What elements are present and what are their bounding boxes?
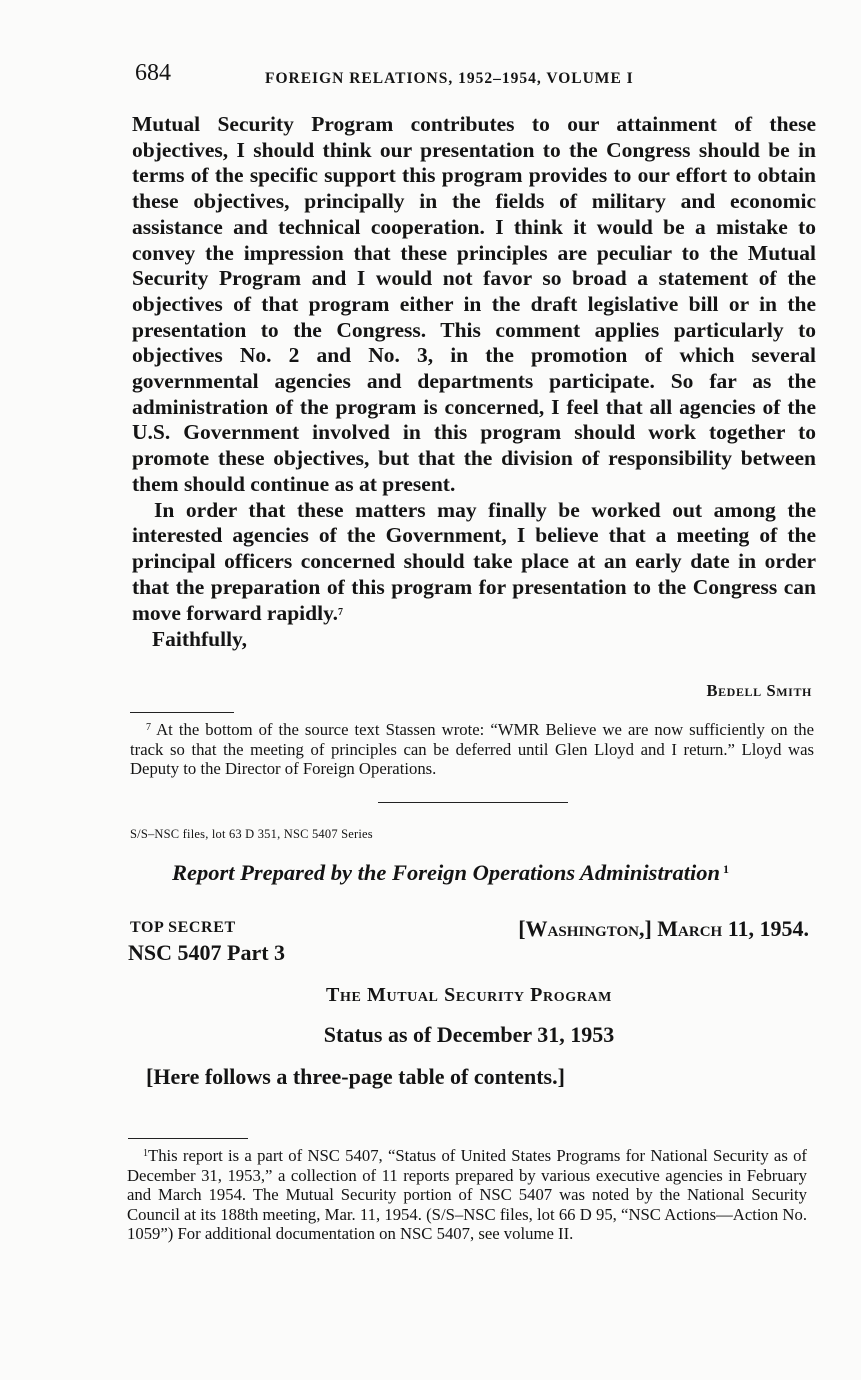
footnote-text: At the bottom of the source text Stassen wrote: “WMR Believe we are now sufficiently on the track so that the meeting of principles can be deferred until Glen Lloyd and I return.” Lloyd was Deputy to the Director of Foreign Operations. (130, 720, 814, 779)
dateline: [Washington,] March 11, 1954. (518, 916, 809, 941)
file-reference: S/S–NSC files, lot 63 D 351, NSC 5407 Series (130, 827, 373, 841)
document-title-text: Report Prepared by the Foreign Operations Administration (172, 860, 720, 885)
letter-paragraph (132, 112, 816, 498)
footnote-divider (130, 712, 234, 713)
letter-closing: Faithfully, (152, 627, 247, 652)
document-separator (378, 802, 568, 803)
running-header (135, 60, 815, 87)
document-title (172, 860, 729, 886)
footnote-divider (128, 1138, 248, 1139)
nsc-reference: NSC 5407 Part 3 (128, 940, 286, 965)
footnote-mark: 1 (143, 1148, 148, 1159)
paragraph-text: In order that these matters may finally be worked out among the interested agencies of the Government, I believe that a meeting of the principal officers concerned should take place at an early date in order that the preparation of this program for presentation to the Congress can move forward rapidly. (132, 497, 816, 626)
editorial-note: [Here follows a three-page table of contents.] (146, 1064, 565, 1089)
letter-body (132, 112, 816, 653)
classification-label: TOP SECRET (130, 919, 236, 936)
footnote-1 (127, 1144, 807, 1244)
footnote-text: This report is a part of NSC 5407, “Status of United States Programs for National Security as of December 31, 1953,” a collection of 11 reports prepared by various executive agencies in February and March 1954. The Mutual Security portion of NSC 5407 was noted by the National Security Council at its 188th meeting, Mar. 11, 1954. (S/S–NSC files, lot 66 D 95, “NSC Actions—Action No. 1059”) For additional documentation on NSC 5407, see volume II. (127, 1146, 807, 1244)
program-title: The Mutual Security Program (326, 984, 612, 1006)
paragraph-text: Mutual Security Program contributes to our attainment of these objectives, I should think our presentation to the Congress should be in terms of the specific support this program provides to our effort to obtain these objectives, principally in the fields of military and economic assistance and technical cooperation. I think it would be a mistake to convey the impression that these principles are peculiar to the Mutual Security Program and I would not favor so broad a statement of the objectives of that program either in the draft legislative bill or in the presentation to the Congress. This comment applies particularly to objectives No. 2 and No. 3, in the promotion of which several governmental agencies and departments participate. So far as the administration of the program is concerned, I feel that all agencies of the U.S. Government involved in this program should work together to promote these objectives, but that the division of responsibility between them should continue as at present. (132, 112, 816, 496)
footnote-7 (130, 718, 814, 779)
letter-paragraph (132, 498, 816, 628)
footnote-reference[interactable]: 1 (722, 862, 729, 876)
signature: Bedell Smith (706, 681, 812, 700)
status-line: Status as of December 31, 1953 (323, 1022, 615, 1047)
footnote-reference[interactable]: 7 (338, 607, 344, 619)
page-number: 684 (135, 60, 171, 86)
footnote-mark: 7 (146, 722, 151, 733)
volume-title: FOREIGN RELATIONS, 1952–1954, VOLUME I (265, 70, 634, 87)
